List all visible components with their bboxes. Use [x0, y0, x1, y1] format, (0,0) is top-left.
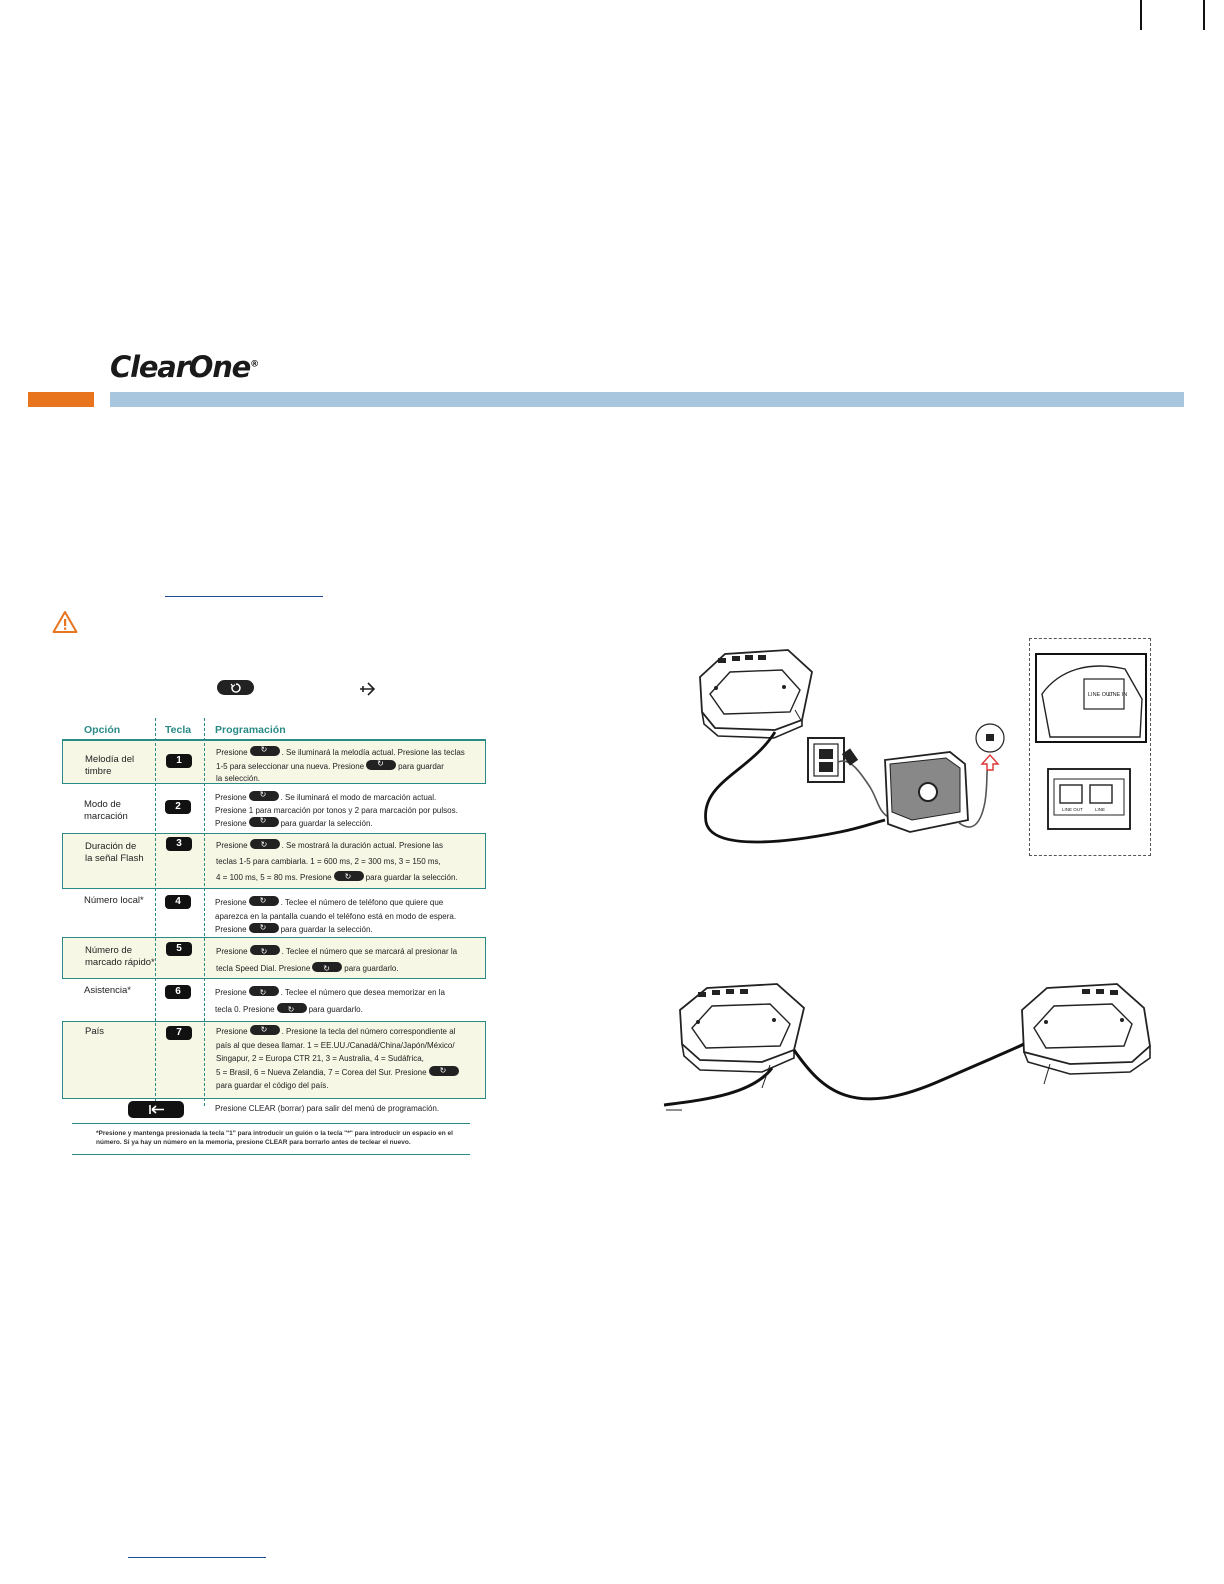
number-key-6: 6 [165, 985, 191, 999]
crop-mark [1140, 0, 1142, 30]
number-key-7: 7 [166, 1026, 192, 1040]
column-divider [204, 718, 205, 1106]
programming-text: Presione↻ . Se iluminará el modo de marcación actual. Presione 1 para marcación por tonos y 2 para marcación por pulsos. Presione↻ para guardar la selección. [215, 791, 483, 831]
brand-logo: ClearOne® [110, 350, 258, 384]
program-key-icon [334, 871, 364, 881]
program-key-icon [277, 1003, 307, 1013]
number-key-1: 1 [166, 754, 192, 768]
clear-key-icon [128, 1101, 184, 1118]
wall-jack [976, 724, 1004, 770]
column-header-programming: Programación [215, 724, 286, 736]
warning-triangle-icon [52, 610, 78, 639]
line-in-label: LINE IN [1108, 692, 1128, 698]
hyperlink-underline[interactable] [165, 596, 323, 597]
programming-text: Presione↻ . Se mostrará la duración actual. Presione las teclas 1-5 para cambiarla. 1 = 600 ms, 2 = 300 ms, 3 = 150 ms, 4 = 100 ms, 5 = 80 ms. Presione↻ para guardar la selección. [216, 838, 484, 886]
connection-diagram [690, 632, 1020, 857]
clear-instruction: Presione CLEAR (borrar) para salir del menú de programación. [215, 1104, 440, 1113]
column-header-key: Tecla [165, 724, 192, 736]
program-key-icon [250, 945, 280, 955]
program-key-icon [249, 791, 279, 801]
plug-out-label: LINE OUT [1062, 807, 1083, 812]
program-key-icon [429, 1066, 459, 1076]
footnote-divider [72, 1123, 470, 1124]
programming-text: Presione↻ . Teclee el número que desea memorizar en la tecla 0. Presione↻ para guardarlo. [215, 984, 483, 1018]
program-key-icon [217, 680, 254, 695]
detail-inset [1029, 638, 1151, 856]
table-row [62, 786, 486, 832]
option-label: Melodía del timbre [85, 754, 135, 777]
table-row [62, 1021, 486, 1099]
footnote: *Presione y mantenga presionada la tecla "1" para introducir un guión o la tecla "*" para introducir un espacio en el número. Si ya hay un número en la memoria, presione CLEAR para borrarlo antes de teclear el nuevo. [96, 1130, 453, 1146]
table-row [62, 740, 486, 784]
table-row [62, 980, 486, 1020]
program-key-icon [249, 986, 279, 996]
speakerphone [1022, 984, 1150, 1074]
plug-in-label: LINE [1095, 807, 1106, 812]
programming-text: Presione↻ . Teclee el número de teléfono que quiere que aparezca en la pantalla cuando el teléfono está en modo de espera. Presione↻ para guardar la selección. [215, 896, 483, 937]
program-key-icon [366, 760, 396, 770]
table-row [62, 833, 486, 889]
column-header-option: Opción [84, 724, 121, 736]
number-key-3: 3 [166, 837, 192, 851]
table-row [62, 890, 486, 936]
header-bar [110, 392, 1184, 407]
speakerphone [680, 984, 804, 1072]
programming-text: Presione↻ . Se iluminará la melodía actual. Presione las teclas 1-5 para seleccionar una nueva. Presione↻ para guardar la selección. [216, 746, 484, 786]
crop-mark [1203, 0, 1205, 30]
program-key-icon [249, 817, 279, 827]
program-key-icon [312, 962, 342, 972]
program-key-icon [249, 896, 279, 906]
option-label: Asistencia* [84, 985, 131, 996]
footnote-divider [72, 1154, 470, 1155]
number-key-5: 5 [166, 942, 192, 956]
option-label: Número local* [84, 895, 144, 906]
arrow-right-icon [358, 680, 378, 703]
base-unit [885, 752, 968, 832]
hyperlink-underline[interactable] [128, 1557, 266, 1558]
number-key-4: 4 [165, 895, 191, 909]
column-divider [155, 718, 156, 1106]
speakerphone [700, 650, 812, 738]
option-label: Número de marcado rápido* [85, 945, 155, 968]
option-label: País [85, 1026, 105, 1037]
table-row [62, 937, 486, 979]
number-key-2: 2 [165, 800, 191, 814]
programming-text: Presione↻ . Presione la tecla del número correspondiente al país al que desea llamar. 1 = EE.UU./Canadá/China/Japón/México/ Singapur, 2 = Europa CTR 21, 3 = Australia, 4 = Sudáfrica, 5 = Brasil, 6 = Nueva Zelandia, 7 = Corea del Sur. Presione↻ para guardar el código del país. [216, 1025, 484, 1093]
program-key-icon [250, 839, 280, 849]
daisy-chain-diagram [662, 980, 1162, 1125]
program-key-icon [250, 746, 280, 756]
option-label: Duración de la señal Flash [85, 841, 144, 864]
program-key-icon [249, 923, 279, 933]
power-outlet [808, 738, 844, 782]
line-out-label: LINE OUT [1088, 692, 1114, 698]
program-key-icon [250, 1025, 280, 1035]
accent-bar [28, 392, 94, 407]
programming-text: Presione↻ . Teclee el número que se marcará al presionar la tecla Speed Dial. Presione↻ para guardarlo. [216, 943, 484, 977]
option-label: Modo de marcación [84, 799, 128, 822]
